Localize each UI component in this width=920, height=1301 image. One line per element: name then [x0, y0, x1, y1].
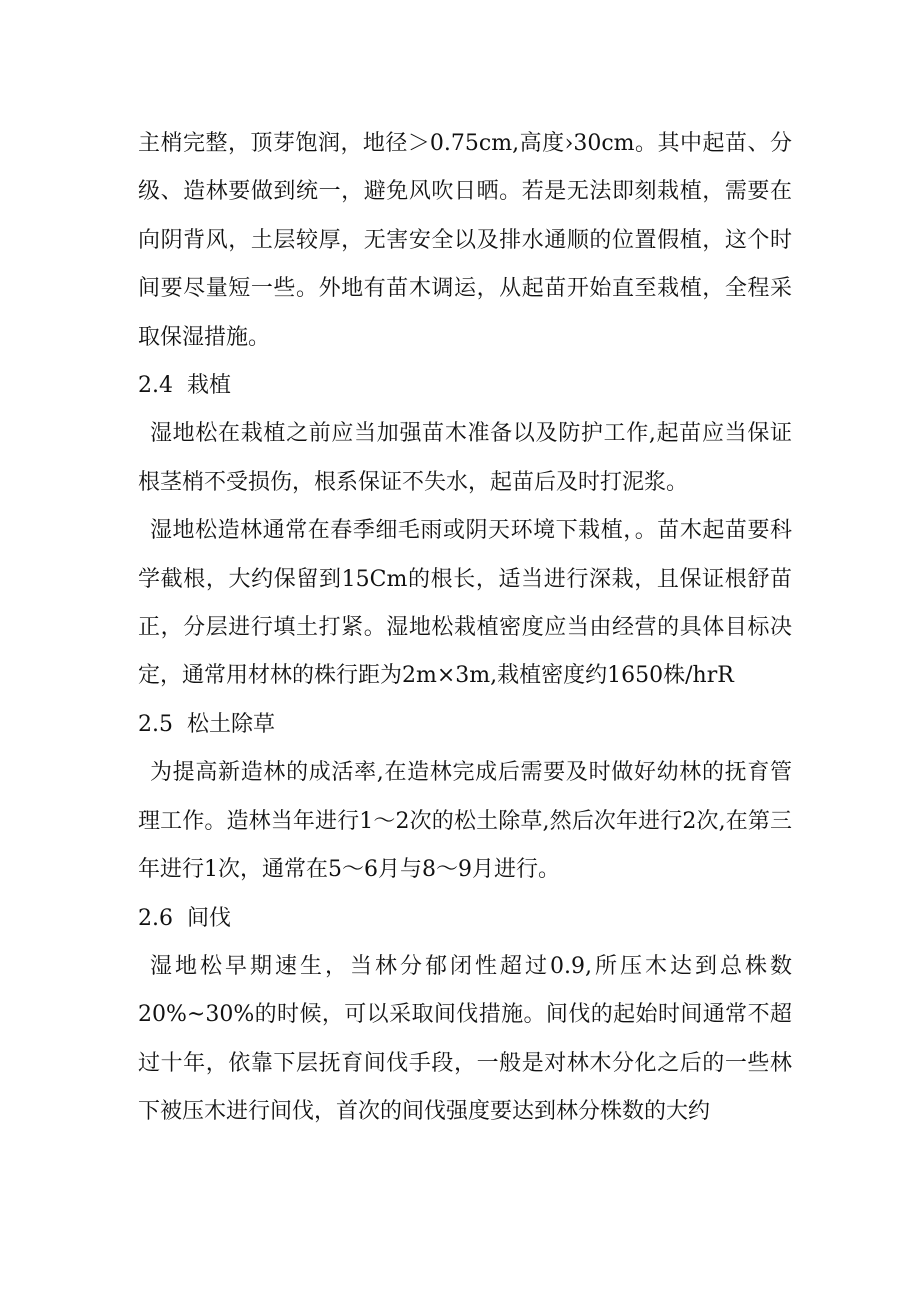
paragraph-planting-prep: 湿地松在栽植之前应当加强苗木准备以及防护工作,起苗应当保证根茎梢不受损伤，根系保证不失水，起苗后及时打泥浆。 [138, 421, 792, 495]
section-number: 2.6 [138, 905, 173, 931]
section-heading-2-5 [138, 701, 792, 749]
section-number: 2.4 [138, 373, 173, 399]
paragraph-planting-method: 湿地松造林通常在春季细毛雨或阴天环境下栽植，。苗木起苗要科学截根，大约保留到15Cm的根长，适当进行深栽，且保证根舒苗正，分层进行填土打紧。湿地松栽植密度应当由经营的具体目标决定，通常用材林的株行距为2m×3m,栽植密度约1650株/hrR [138, 518, 792, 689]
paragraph-weeding: 为提高新造林的成活率,在造林完成后需要及时做好幼林的抚育管理工作。造林当年进行1～2次的松土除草,然后次年进行2次,在第三年进行1次，通常在5～6月与8～9月进行。 [138, 760, 792, 883]
section-title: 栽植 [187, 373, 232, 399]
section-number: 2.5 [138, 711, 173, 737]
section-title: 松土除草 [187, 711, 276, 737]
section-title: 间伐 [187, 905, 232, 931]
document-body [138, 120, 792, 1137]
section-heading-2-4 [138, 362, 792, 410]
section-heading-2-6 [138, 895, 792, 943]
paragraph-thinning: 湿地松早期速生，当林分郁闭性超过0.9,所压木达到总株数20%~30%的时候，可以采取间伐措施。间伐的起始时间通常不超过十年，依靠下层抚育间伐手段，一般是对林木分化之后的一些林下被压木进行间伐，首次的间伐强度要达到林分株数的大约 [138, 953, 792, 1125]
paragraph-seedling-quality: 主梢完整，顶芽饱润，地径＞0.75cm,高度›30cm。其中起苗、分级、造林要做到统一，避免风吹日晒。若是无法即刻栽植，需要在向阴背风，土层较厚，无害安全以及排水通顺的位置假植，这个时间要尽量短一些。外地有苗木调运，从起苗开始直至栽植，全程采取保湿措施。 [138, 131, 792, 350]
